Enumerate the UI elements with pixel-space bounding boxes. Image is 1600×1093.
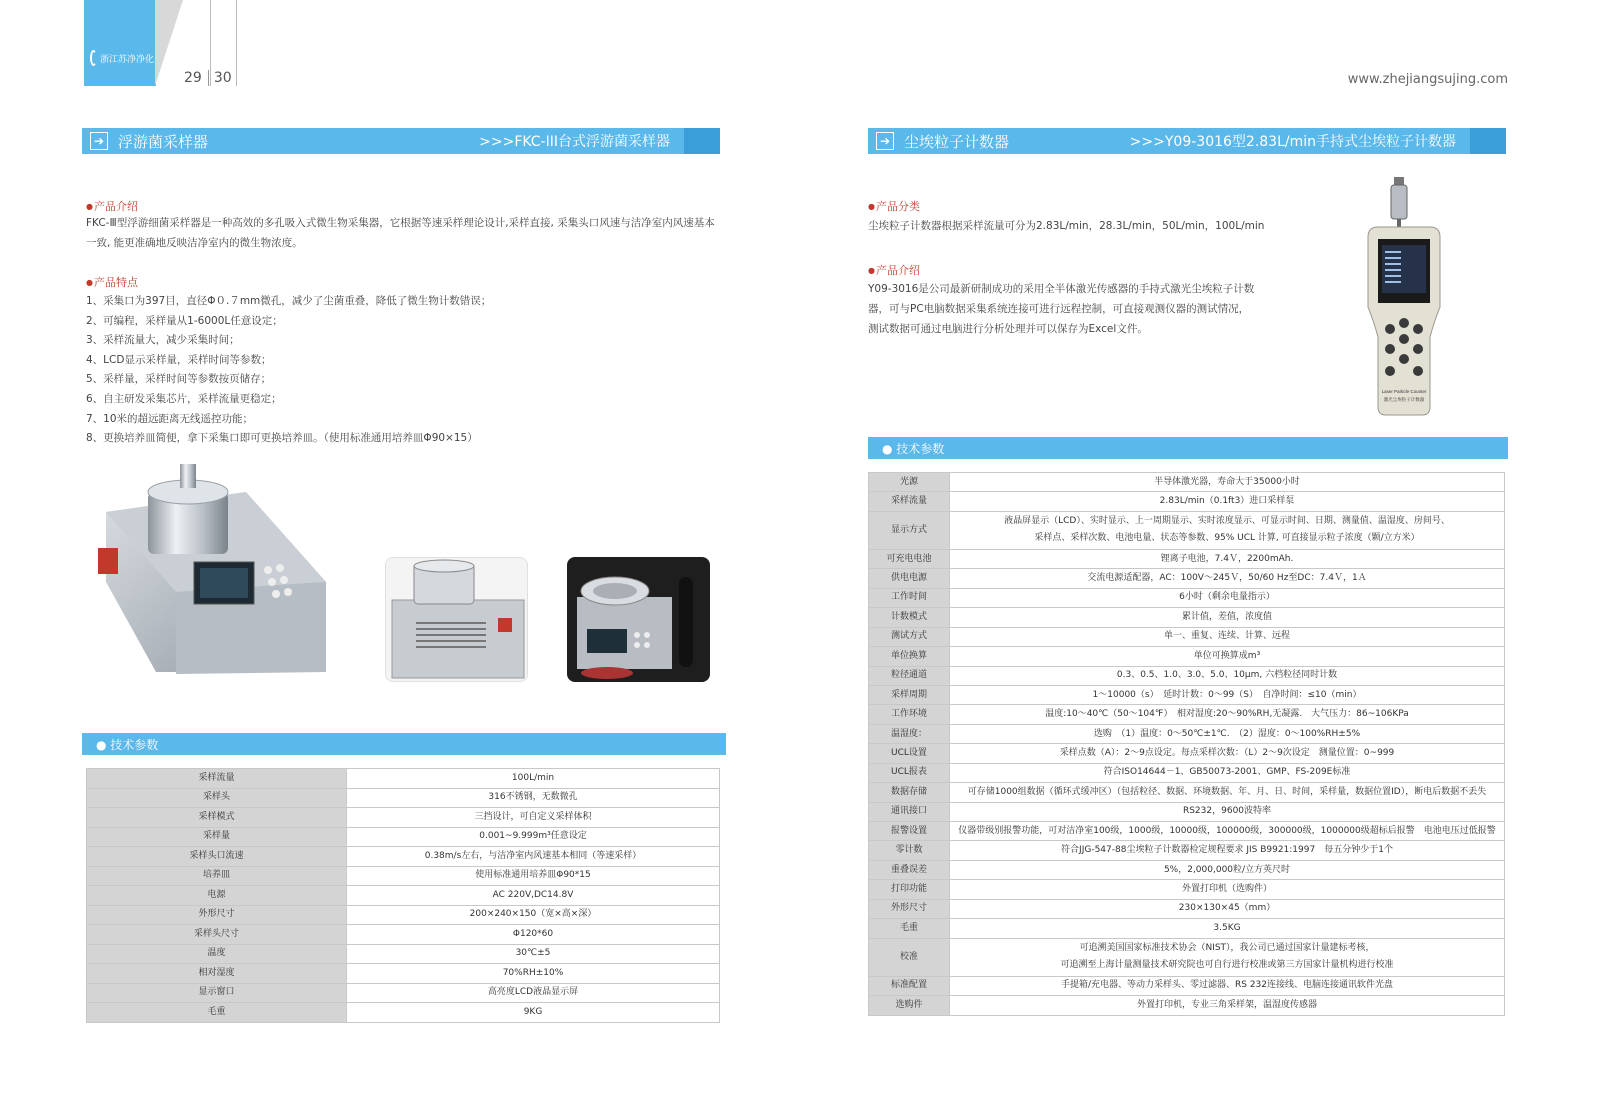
counter-label-cn: 激光尘埃粒子计数器 [1383,398,1425,403]
param-value [950,511,1505,549]
right-category-text: 尘埃粒子计数器根据采样流量可分为2.83L/min，28.3L/min，50L/min，100L/min [868,220,1265,232]
param-value: 可存储1000组数据（循环式缓冲区）（包括粒径、数据、环境数据、年、月、日、时间，采样量，数据位置ID），断电后数据不丢失 [950,783,1505,802]
feature-item: 7、10米的超远距离无线遥控功能； [86,412,254,425]
param-key: 数据存储 [869,783,950,802]
param-row [869,492,1505,511]
param-key: 单位换算 [869,647,950,666]
param-row [869,938,1505,976]
param-key: 电源 [87,886,347,906]
param-value: 316不锈钢，无数微孔 [347,788,720,808]
counter-label-en: Laser Particle Counter [1381,389,1427,394]
param-row [869,627,1505,646]
param-key: 选购件 [869,996,950,1015]
feature-item: 2、可编程，采样量从1-6000L任意设定； [86,314,283,327]
param-value: 200×240×150（宽×高×深） [347,905,720,925]
param-key: 温湿度： [869,724,950,743]
param-row [869,705,1505,724]
logo-text: 浙江苏净净化 [99,54,154,65]
right-category-heading: ● 产品分类 [868,198,920,214]
left-params-title: ● 技术参数 [96,736,158,753]
page-number-right: 30 [208,70,232,86]
param-value-line: 可追溯美国国家标准技术协会（NIST），我公司已通过国家计量建标考核， [1079,943,1375,954]
param-key: 毛重 [87,1003,347,1023]
param-value: 选购 （1）温度：0～50℃±1℃. （2）湿度：0～100%RH±5% [950,724,1505,743]
param-value: Φ120*60 [347,925,720,945]
param-key: 测试方式 [869,627,950,646]
param-value: 三挡设计，可自定义采样体积 [347,808,720,828]
param-row [869,724,1505,743]
param-row [87,808,720,828]
left-section-title-bar [82,128,720,154]
param-value: 9KG [347,1003,720,1023]
param-value: 外置打印机，专业三角采样架，温湿度传感器 [950,996,1505,1015]
param-row [87,905,720,925]
param-value: 仪器带级别报警功能，可对洁净室100级，1000级，10000级，100000级，300000级，1000000级超标后报警 电池电压过低报警 [950,822,1505,841]
param-key: 报警设置 [869,822,950,841]
param-value [950,938,1505,976]
feature-item: 4、LCD显示采样量，采样时间等参数； [86,353,272,366]
arrow-right-icon: ➔ [876,132,894,150]
param-key: 采样头 [87,788,347,808]
param-key: 温度 [87,944,347,964]
param-row [869,822,1505,841]
header-corner-fold [155,0,183,86]
left-features-heading: ● 产品特点 [86,274,138,290]
header-corner-block [84,0,156,86]
right-section-title: 尘埃粒子计数器 [904,132,1010,151]
param-key: 供电电源 [869,569,950,588]
logo-mark-icon [90,50,97,66]
param-key: 标准配置 [869,976,950,995]
right-intro-text: Y09-3016是公司最新研制成功的采用全半体激光传感器的手持式激光尘埃粒子计数器，可与PC电脑数据采集系统连接可进行远程控制，可直接观测仪器的测试情况，测试数据可通过电脑进行分析处理并可以保存为Excel文件。 [868,283,1255,335]
param-key: 采样头尺寸 [87,925,347,945]
page-numbers [184,70,232,86]
param-value: 100L/min [347,769,720,789]
param-row [87,925,720,945]
left-intro-text: FKC-Ⅲ型浮游细菌采样器是一种高效的多孔吸入式微生物采集器，它根据等速采样理论设计,采样直接, 采集头口风速与洁净室内风速基本一致, 能更准确地反映洁净室内的微生物浓度。 [86,217,715,249]
param-row [869,744,1505,763]
param-value: 锂离子电池，7.4Ｖ，2200mAh. [950,549,1505,568]
param-key: 计数模式 [869,608,950,627]
param-row [869,783,1505,802]
param-value: 温度:10～40℃（50～104℉） 相对湿度:20～90%RH,无凝露. 大气压力：86~106KPa [950,705,1505,724]
feature-item: 1、采集口为397目，直径Φ０.７mm微孔，减少了尘菌重叠，降低了微生物计数错误； [86,295,492,307]
right-params-table [868,472,1505,1016]
header-divider [236,0,237,86]
param-row [87,983,720,1003]
param-value: 30℃±5 [347,944,720,964]
param-key: 显示窗口 [87,983,347,1003]
param-key: 校准 [869,938,950,976]
param-value: 5%，2,000,000粒/立方英尺时 [950,860,1505,879]
param-value: 半导体激光器，寿命大于35000小时 [950,473,1505,492]
param-key: 打印功能 [869,880,950,899]
param-value: 交流电源适配器，AC：100V～245Ｖ，50/60 Hz至DC：7.4Ｖ，1Ａ [950,569,1505,588]
param-value: 0.001~9.999m³任意设定 [347,827,720,847]
param-value: 230×130×45（mm） [950,899,1505,918]
left-intro-heading: ● 产品介绍 [86,198,138,214]
param-value: 70%RH±10% [347,964,720,984]
right-intro-heading: ● 产品介绍 [868,262,920,278]
feature-item: 5、采样量，采样时间等参数按页储存； [86,373,272,386]
param-key: 外形尺寸 [869,899,950,918]
param-row [87,1003,720,1023]
param-row [869,841,1505,860]
param-row [869,802,1505,821]
left-params-title-bar [82,733,726,755]
param-value: 6小时（剩余电量指示） [950,588,1505,607]
right-section-subtitle: >>>Y09-3016型2.83L/min手持式尘埃粒子计数器 [1129,134,1456,150]
param-key: 重叠误差 [869,860,950,879]
param-value: 0.3、0.5、1.0、3.0、5.0、10μm, 六档粒径同时计数 [950,666,1505,685]
param-row [869,588,1505,607]
param-key: 相对湿度 [87,964,347,984]
param-key: 培养皿 [87,866,347,886]
left-params-table [86,768,720,1023]
param-row [87,788,720,808]
param-row [869,549,1505,568]
feature-item: 8、更换培养皿简便，拿下采集口即可更换培养皿。（使用标准通用培养皿Φ90×15） [86,432,478,445]
param-key: 光源 [869,473,950,492]
feature-item: 3、采样流量大，减少采集时间； [86,334,240,347]
param-row [869,685,1505,704]
param-key: 采样头口流速 [87,847,347,867]
param-row [87,964,720,984]
param-key: 工作时间 [869,588,950,607]
param-key: 通讯接口 [869,802,950,821]
right-params-title: ● 技术参数 [882,440,944,457]
param-value: 3.5KG [950,919,1505,938]
param-row [87,886,720,906]
param-row [87,866,720,886]
param-row [869,880,1505,899]
param-row [869,511,1505,549]
param-key: 采样流量 [869,492,950,511]
page-number-left: 29 [184,70,202,86]
left-section-subtitle: >>>FKC-III台式浮游菌采样器 [479,134,670,150]
param-row [869,763,1505,782]
param-row [869,996,1505,1015]
param-row [869,976,1505,995]
param-row [869,473,1505,492]
sampler-top-image [567,557,710,682]
param-key: UCL报表 [869,763,950,782]
param-value: RS232，9600波特率 [950,802,1505,821]
param-value: 单一、重复、连续、计算、远程 [950,627,1505,646]
param-key: 显示方式 [869,511,950,549]
param-row [869,666,1505,685]
param-value-line: 采样点、采样次数、电池电量、状态等参数、95% UCL 计算, 可直接显示粒子浓度（颗/立方米） [1034,533,1420,544]
param-key: 采样量 [87,827,347,847]
param-row [869,569,1505,588]
param-key: UCL设置 [869,744,950,763]
param-key: 采样周期 [869,685,950,704]
param-value-line: 可追溯至上海计量测量技术研究院也可自行进行校准或第三方国家计量机构进行校准 [1060,960,1394,971]
param-value: 符合JJG-547-88尘埃粒子计数器检定规程要求 JIS B9921:1997 每五分钟少于1个 [950,841,1505,860]
company-logo [90,46,154,70]
sampler-product-image [96,462,336,682]
feature-list [86,292,726,449]
website-url: www.zhejiangsujing.com [1347,72,1508,87]
arrow-right-icon: ➔ [90,132,108,150]
left-section-title: 浮游菌采样器 [118,132,209,151]
param-row [87,827,720,847]
param-value: 手提箱/充电器、等动力采样头、零过滤器、RS 232连接线、电脑连接通讯软件光盘 [950,976,1505,995]
param-value: 使用标准通用培养皿Φ90*15 [347,866,720,886]
param-row [87,847,720,867]
param-value: 高亮度LCD液晶显示屏 [347,983,720,1003]
param-row [869,899,1505,918]
param-value: 0.38m/s左右，与洁净室内风速基本相同（等速采样） [347,847,720,867]
feature-item: 6、自主研发采集芯片，采样流量更稳定； [86,392,282,405]
particle-counter-image [1364,177,1444,417]
param-value: AC 220V,DC14.8V [347,886,720,906]
param-row [869,860,1505,879]
param-value: 采样点数（A）：2～9点设定。每点采样次数：（L）2～9次设定 测量位置：0~999 [950,744,1505,763]
param-value: 1～10000（s） 延时计数：0～99（S） 自净时间：≤10（min） [950,685,1505,704]
param-value-line: 液晶屏显示（LCD）、实时显示、上一周期显示、实时浓度显示、可显示时间、日期、测量值、温湿度、房间号、 [1004,516,1450,527]
param-row [869,647,1505,666]
param-value: 符合ISO14644－1、GB50073-2001、GMP、FS-209E标准 [950,763,1505,782]
param-row [869,608,1505,627]
param-key: 可充电电池 [869,549,950,568]
param-value: 累计值，差值，浓度值 [950,608,1505,627]
param-key: 零计数 [869,841,950,860]
param-key: 粒径通道 [869,666,950,685]
param-row [87,944,720,964]
param-key: 毛重 [869,919,950,938]
right-params-title-bar [868,437,1508,459]
sampler-side-image [385,557,528,682]
param-row [87,769,720,789]
param-value: 2.83L/min（0.1ft3）进口采样泵 [950,492,1505,511]
param-key: 采样流量 [87,769,347,789]
param-key: 工作环境 [869,705,950,724]
param-value: 外置打印机（选购件） [950,880,1505,899]
param-key: 外形尺寸 [87,905,347,925]
param-value: 单位可换算成m³ [950,647,1505,666]
param-key: 采样模式 [87,808,347,828]
param-row [869,919,1505,938]
right-section-title-bar [868,128,1506,154]
